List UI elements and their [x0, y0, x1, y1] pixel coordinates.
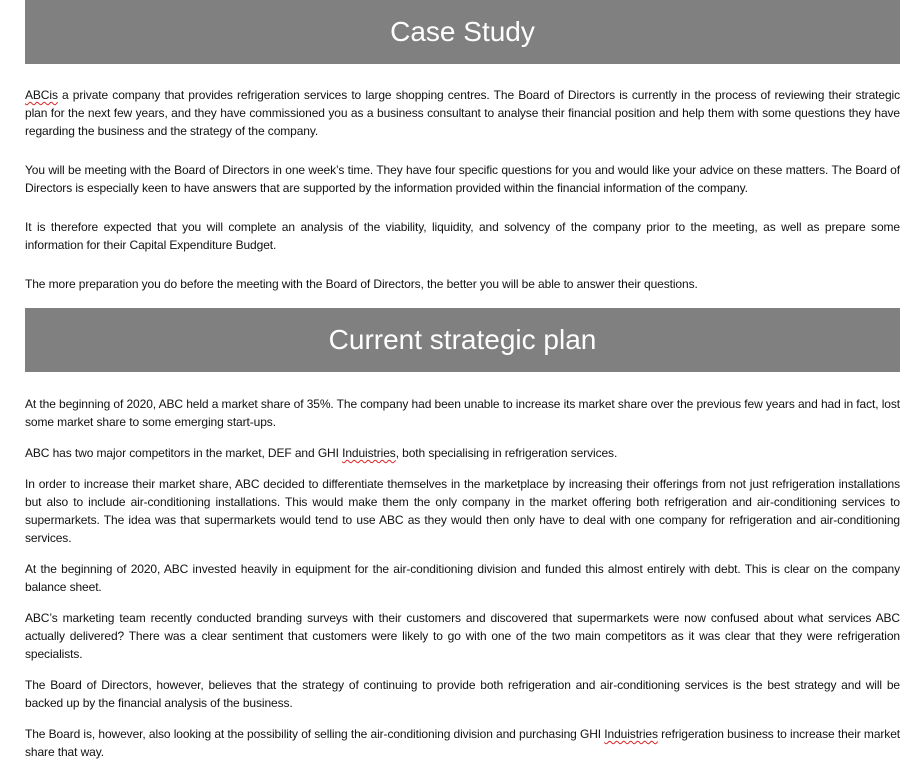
- case-study-paragraph-1: [25, 86, 900, 140]
- misspelled-word[interactable]: Induistries: [604, 727, 658, 741]
- strategic-plan-paragraph-6: The Board of Directors, however, believes that the strategy of continuing to provide both refrigeration and air-conditioning services is the best strategy and will be backed up by the financial analysis of the business.: [25, 678, 900, 710]
- strategic-plan-paragraph-3: In order to increase their market share, ABC decided to differentiate themselves in the marketplace by increasing their offerings from not just refrigeration installations but also to include air-conditioning installations. This would make them the only company in the market offering both refrigeration and air-conditioning services to supermarkets. The idea was that supermarkets would tend to use ABC as they would then only have to deal with one company for refrigeration and air-conditioning services.: [25, 477, 900, 545]
- case-study-paragraph-2: You will be meeting with the Board of Directors in one week’s time. They have four specific questions for you and would like your advice on these matters. The Board of Directors is especially keen to have answers that are supported by the information provided within the financial information of the company.: [25, 163, 900, 195]
- case-study-paragraph-4: The more preparation you do before the meeting with the Board of Directors, the better you will be able to answer their questions.: [25, 277, 698, 291]
- paragraph-text: refrigeration business to increase their market share that way.: [25, 727, 901, 759]
- paragraph-text: , both specialising in refrigeration services.: [395, 446, 618, 460]
- strategic-plan-paragraph-4: At the beginning of 2020, ABC invested heavily in equipment for the air-conditioning division and funded this almost entirely with debt. This is clear on the company balance sheet.: [25, 562, 900, 594]
- strategic-plan-paragraph-7: [25, 725, 900, 761]
- paragraph-text: The Board is, however, also looking at the possibility of selling the air-conditioning division and purchasing GHI: [25, 727, 605, 741]
- misspelled-word[interactable]: ABCis: [25, 88, 58, 102]
- document-page: [25, 0, 900, 761]
- paragraph-text: ABC has two major competitors in the market, DEF and GHI: [25, 446, 343, 460]
- strategic-plan-title: Current strategic plan: [328, 324, 597, 355]
- strategic-plan-heading: [25, 308, 900, 372]
- strategic-plan-paragraph-5: ABC’s marketing team recently conducted branding surveys with their customers and discovered that supermarkets were now confused about what services ABC actually delivered? There was a clear sentiment that customers were likely to go with one of the two main competitors as it was clear that they were refrigeration specialists.: [25, 611, 900, 661]
- strategic-plan-paragraph-1: At the beginning of 2020, ABC held a market share of 35%. The company had been unable to increase its market share over the previous few years and had in fact, lost some market share to some emerging start-ups.: [25, 397, 900, 429]
- case-study-title: Case Study: [390, 16, 535, 47]
- case-study-heading: [25, 0, 900, 64]
- case-study-paragraph-3: It is therefore expected that you will complete an analysis of the viability, liquidity, and solvency of the company prior to the meeting, as well as prepare some information for their Capital Expenditure Budget.: [25, 220, 900, 252]
- strategic-plan-paragraph-2: [25, 444, 900, 462]
- paragraph-text: a private company that provides refrigeration services to large shopping centres. The Board of Directors is currently in the process of reviewing their strategic plan for the next few years, and they have commissioned you as a business consultant to analyse their financial position and help them with some questions they have regarding the business and the strategy of the company.: [25, 88, 900, 138]
- misspelled-word[interactable]: Induistries: [342, 446, 396, 460]
